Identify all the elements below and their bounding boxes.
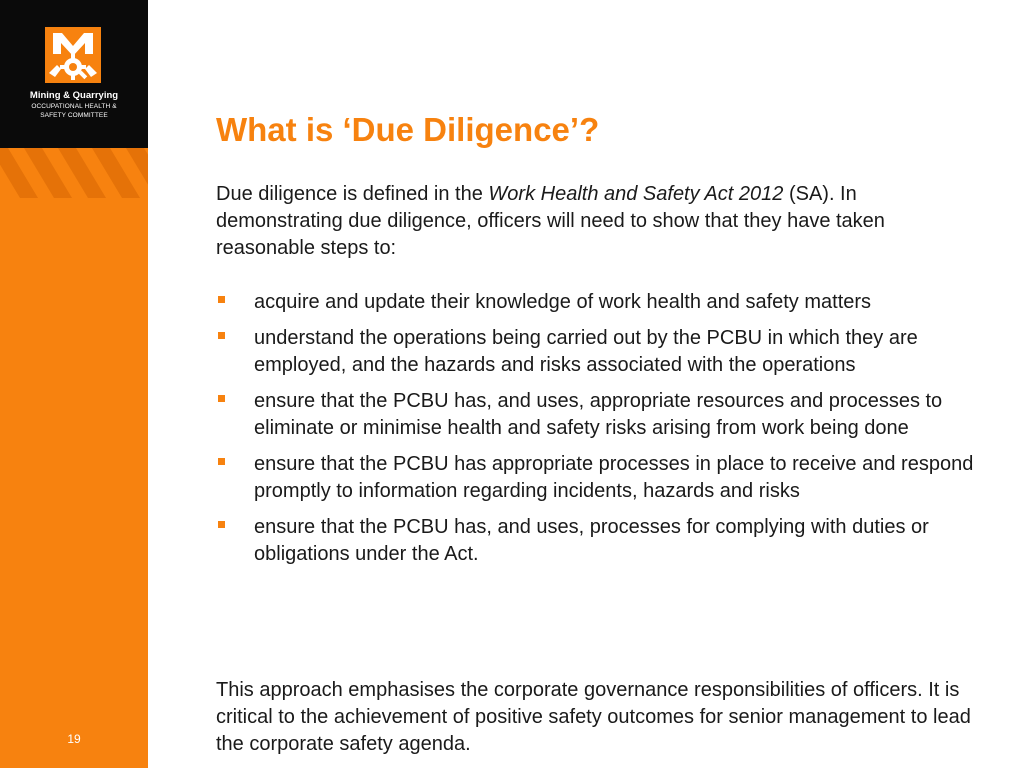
- sidebar: [0, 0, 148, 768]
- list-item-text: understand the operations being carried out by the PCBU in which they are employed, and the hazards and risks associated with the operations: [254, 327, 918, 376]
- square-bullet-icon: [218, 296, 225, 303]
- list-item: [216, 325, 996, 379]
- square-bullet-icon: [218, 521, 225, 528]
- square-bullet-icon: [218, 395, 225, 402]
- list-item-text: ensure that the PCBU has, and uses, appropriate resources and processes to eliminate or minimise health and safety risks arising from work being done: [254, 390, 943, 439]
- list-item-text: ensure that the PCBU has, and uses, processes for complying with duties or obligations under the Act.: [254, 516, 929, 565]
- intro-paragraph: [216, 181, 986, 262]
- list-item: [216, 388, 996, 442]
- intro-text-after: (SA). In demonstrating due diligence, officers will need to show that they have taken reasonable steps to:: [216, 183, 885, 259]
- decorative-stripes: [0, 148, 148, 198]
- intro-text-before: Due diligence is defined in the: [216, 183, 489, 205]
- organisation-name-line3: SAFETY COMMITTEE: [40, 112, 108, 119]
- list-item-text: acquire and update their knowledge of work health and safety matters: [254, 291, 872, 313]
- organisation-name-line2: OCCUPATIONAL HEALTH &: [31, 103, 117, 110]
- act-name: Work Health and Safety Act 2012: [488, 183, 784, 205]
- square-bullet-icon: [218, 332, 225, 339]
- mq-logo-icon: [45, 27, 101, 83]
- organisation-name: [0, 90, 148, 120]
- square-bullet-icon: [218, 458, 225, 465]
- organisation-name-line1: Mining & Quarrying: [29, 90, 119, 101]
- list-item-text: ensure that the PCBU has appropriate processes in place to receive and respond promptly to information regarding incidents, hazards and risks: [254, 453, 974, 502]
- list-item: [216, 514, 996, 568]
- list-item: [216, 451, 996, 505]
- list-item: [216, 289, 996, 316]
- slide-number: 19: [67, 732, 81, 746]
- closing-paragraph: This approach emphasises the corporate governance responsibilities of officers. It is critical to the achievement of positive safety outcomes for senior management to lead the corporate safety agenda.: [216, 679, 971, 755]
- logo-block: [0, 0, 148, 148]
- bullet-list: [216, 289, 996, 577]
- slide-title: What is ‘Due Diligence’?: [216, 111, 600, 148]
